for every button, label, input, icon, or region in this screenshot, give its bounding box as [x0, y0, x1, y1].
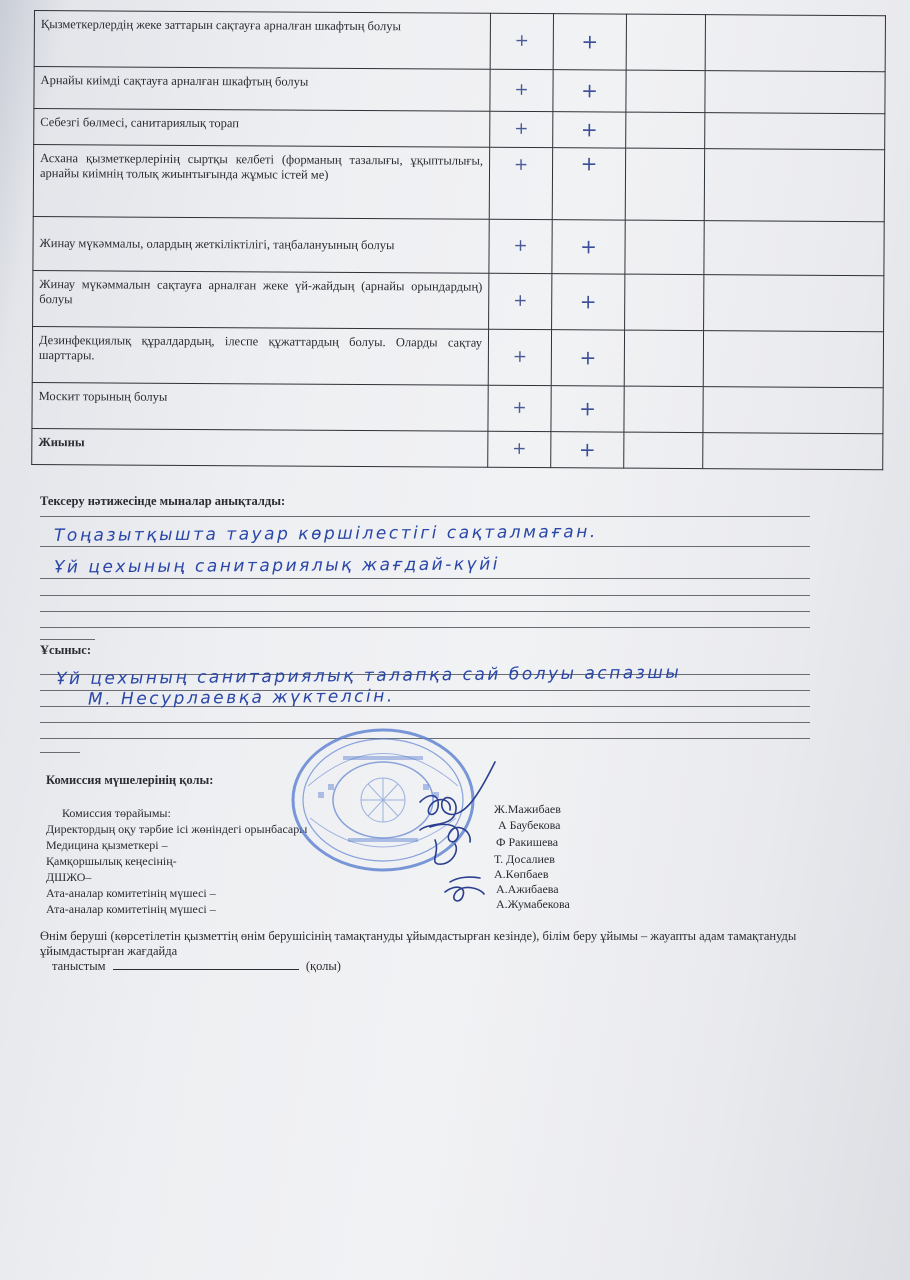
table-row	[34, 11, 885, 72]
member-name: А Баубекова	[498, 818, 561, 832]
table-row	[32, 382, 883, 433]
recommendation-heading: Ұсыныс:	[40, 643, 92, 657]
acknowledgement-line	[52, 959, 800, 974]
mark-plus: +	[552, 274, 625, 330]
mark-plus: +	[488, 329, 551, 385]
table-row	[33, 270, 884, 331]
mark-plus: +	[551, 386, 624, 432]
empty-cell	[703, 331, 883, 388]
mark-plus: +	[490, 13, 553, 69]
row-text: Москит торының болуы	[32, 382, 488, 431]
ruled-line	[40, 627, 810, 628]
mark-plus: +	[552, 148, 625, 220]
empty-cell	[705, 15, 885, 72]
mark-plus: +	[489, 147, 552, 219]
findings-heading: Тексеру нәтижесінде мыналар анықталды:	[40, 494, 286, 508]
ruled-line	[40, 546, 810, 547]
empty-cell	[705, 113, 885, 150]
row-text: Себезгі бөлмесі, санитариялық торап	[34, 109, 490, 148]
ruled-line	[40, 611, 810, 612]
empty-cell	[704, 221, 884, 276]
empty-cell	[624, 432, 703, 468]
mark-plus: +	[490, 111, 553, 147]
member-name: Ж.Мажибаев	[494, 802, 561, 816]
recommendation-handwriting-1: Ұй цехының санитариялық талапқа сай болуы аспазшы	[55, 662, 682, 690]
findings-handwriting-2: Ұй цехының санитариялық жағдай-күйі	[53, 554, 501, 578]
row-text: Дезинфекциялық құралдардың, ілеспе құжаттардың болуы. Оларды сақтау шарттары.	[32, 326, 488, 385]
mark-plus: +	[489, 219, 552, 273]
empty-cell	[625, 220, 704, 274]
empty-cell	[703, 387, 883, 434]
mark-plus: +	[552, 220, 625, 274]
row-text: Асхана қызметкерлерінің сыртқы келбеті (форманың тазалығы, ұқыптылығы, арнайы киімнің толық жиынтығында жұмыс істей ме)	[33, 145, 489, 220]
empty-cell	[705, 71, 885, 114]
total-label: Жиыны	[32, 428, 488, 467]
ruled-line	[40, 752, 80, 753]
empty-cell	[626, 70, 705, 112]
ruled-line	[40, 639, 95, 640]
mark-plus: +	[488, 431, 551, 467]
empty-cell	[626, 14, 705, 70]
empty-cell	[703, 433, 883, 470]
member-name: Т. Досалиев	[494, 852, 555, 866]
table-row	[32, 326, 883, 387]
signature-blank	[113, 969, 299, 970]
role-medical-worker: Медицина қызметкері –	[46, 838, 168, 852]
empty-cell	[625, 274, 704, 330]
mark-plus: +	[551, 330, 624, 386]
member-name: А.Жумабекова	[496, 897, 570, 911]
recommendation-handwriting-2: М. Несурлаевқа жүктелсін.	[87, 686, 395, 710]
signature-scribbles	[400, 752, 510, 912]
empty-cell	[624, 330, 703, 386]
role-chair: Комиссия төрайымы:	[62, 806, 171, 820]
findings-handwriting-1: Тоңазытқышта тауар көршілестігі сақталмаған.	[53, 522, 598, 546]
row-text: Қызметкерлердің жеке заттарын сақтауға арналған шкафтың болуы	[34, 11, 490, 70]
mark-plus: +	[490, 69, 553, 111]
mark-plus: +	[553, 112, 626, 148]
empty-cell	[704, 149, 884, 222]
row-text: Жинау мүкәммалын сақтауға арналған жеке үй-жайдың (арнайы орындардың) болуы	[33, 270, 489, 329]
empty-cell	[625, 148, 704, 220]
checklist-table	[31, 10, 886, 470]
member-name: А.Ажибаева	[496, 882, 559, 896]
table-row	[34, 67, 885, 114]
row-text: Жинау мүкәммалы, олардың жеткіліктілігі, таңбалануының болуы	[33, 216, 489, 273]
table-row	[33, 216, 884, 275]
member-name: Ф Ракишева	[496, 835, 559, 849]
mark-plus: +	[488, 385, 551, 431]
member-name: А.Көпбаев	[494, 867, 549, 881]
empty-cell	[626, 112, 705, 148]
mark-plus: +	[489, 273, 552, 329]
row-text: Арнайы киімді сақтауға арналған шкафтың болуы	[34, 67, 490, 112]
ruled-line	[40, 595, 810, 596]
role-trustee-council: Қамқоршылық кеңесінің-	[46, 854, 177, 868]
role-dshzho: ДШЖО–	[46, 870, 92, 884]
role-deputy-director: Директордың оқу тәрбие ісі жөніндегі орынбасары	[46, 822, 308, 836]
table-row	[32, 428, 883, 469]
acquainted-label: таныстым	[52, 959, 106, 973]
mark-plus: +	[553, 14, 626, 70]
empty-cell	[624, 386, 703, 432]
ruled-line	[40, 578, 810, 579]
role-parent-committee-1: Ата-аналар комитетінің мүшесі –	[46, 886, 216, 900]
mark-plus: +	[551, 432, 624, 468]
ruled-line	[40, 516, 810, 517]
table-row	[33, 145, 884, 222]
footer-text: Өнім беруші (көрсетілетін қызметтің өнім берушісінің тамақтануды ұйымдастырған кезінде), білім беру ұйымы – жауапты адам тамақтануды ұйымдастырған жағдайда	[40, 929, 797, 958]
footer-note	[40, 929, 800, 974]
signatures-heading: Комиссия мүшелерінің қолы:	[46, 773, 214, 787]
empty-cell	[704, 275, 884, 332]
ruled-line	[40, 722, 810, 723]
signature-hint: (қолы)	[305, 959, 341, 973]
table-row	[34, 109, 885, 150]
mark-plus: +	[553, 70, 626, 112]
role-parent-committee-2: Ата-аналар комитетінің мүшесі –	[46, 902, 216, 916]
